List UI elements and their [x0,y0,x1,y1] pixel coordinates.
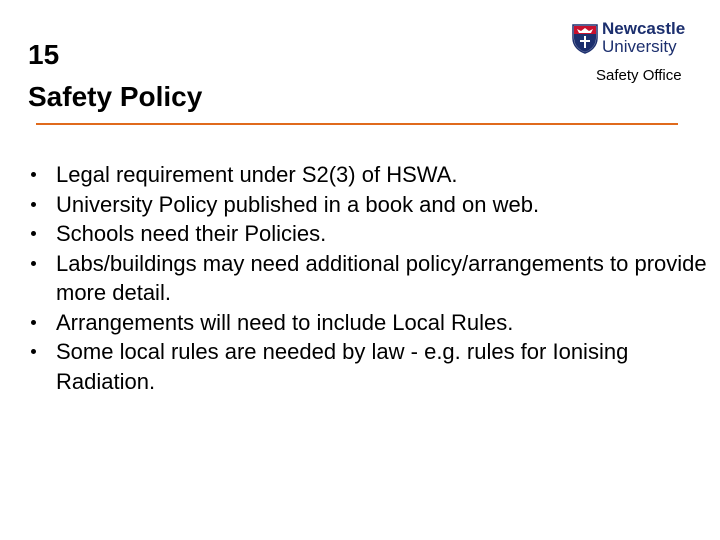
shield-icon [572,24,598,54]
slide-heading: Safety Policy [28,81,203,112]
list-item-text: Labs/buildings may need additional policy/arrangements to provide more detail. [56,250,707,305]
logo-wordmark-line2: University [602,37,677,56]
list-item [28,219,708,249]
bullet-icon [31,231,36,236]
slide-number: 15 [28,39,60,70]
list-item-text: Legal requirement under S2(3) of HSWA. [56,162,458,187]
bullet-icon [31,320,36,325]
bullet-icon [31,172,36,177]
list-item [28,190,708,220]
list-item-text: Schools need their Policies. [56,221,327,246]
bullet-icon [31,261,36,266]
logo-office-label: Safety Office [596,67,682,84]
list-item [28,337,708,396]
university-logo [572,20,702,90]
list-item [28,308,708,338]
logo-wordmark-line1: Newcastle [602,19,686,38]
bullet-icon [31,349,36,354]
slide-title [28,34,202,118]
title-divider [36,123,678,125]
list-item [28,160,708,190]
bullet-list [28,160,708,396]
list-item-text: University Policy published in a book and on web. [56,191,540,217]
list-item-text: Arrangements will need to include Local Rules. [56,309,514,335]
list-item-text: Some local rules are needed by law - e.g. rules for Ionising Radiation. [56,339,629,394]
bullet-icon [31,202,36,207]
list-item [28,249,708,308]
